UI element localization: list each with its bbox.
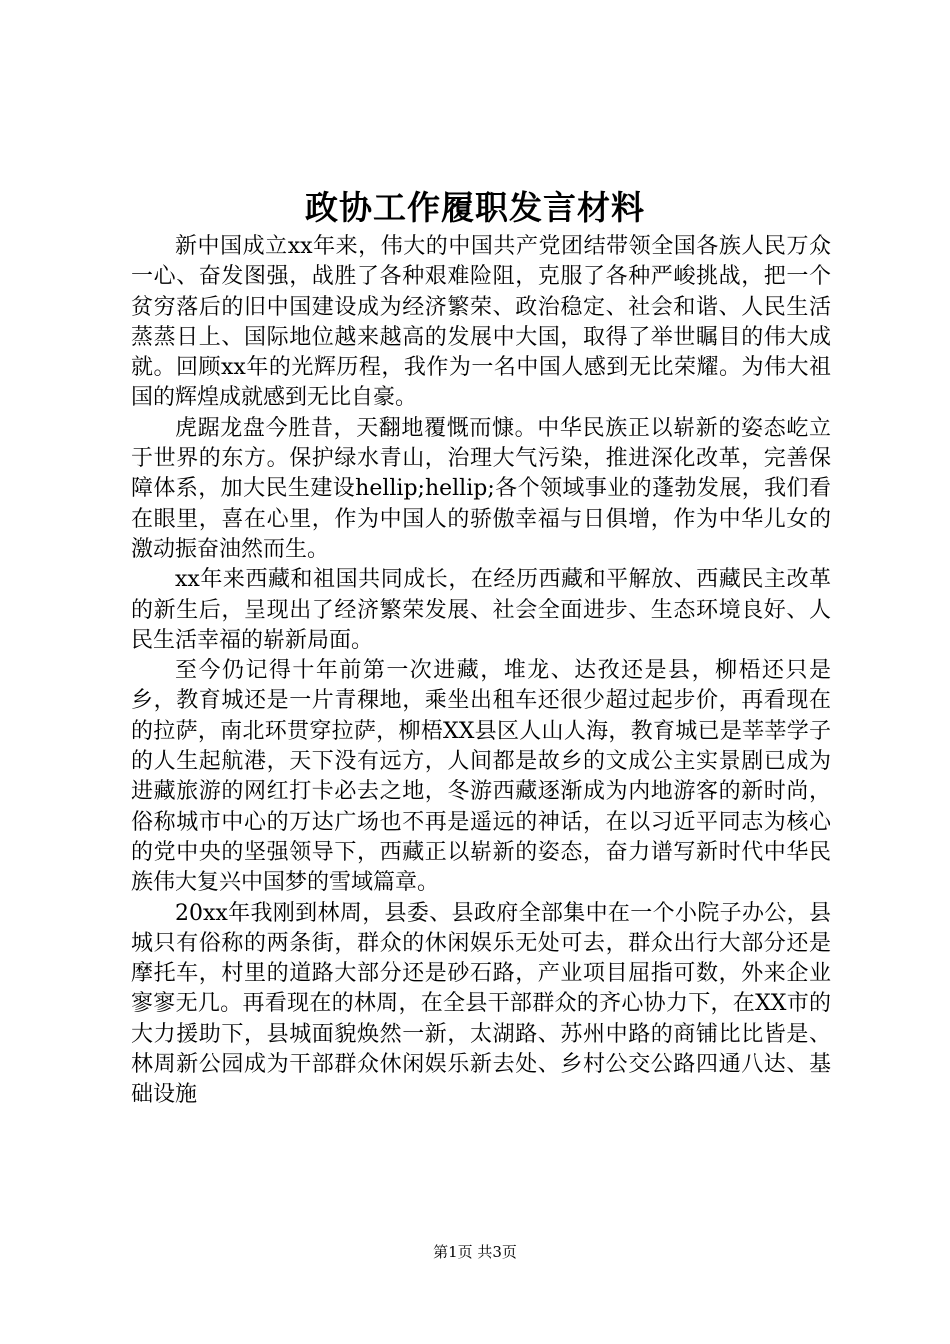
paragraph: 20xx年我刚到林周，县委、县政府全部集中在一个小院子办公，县城只有俗称的两条街，群众的休闲娱乐无处可去，群众出行大部分还是摩托车，村里的道路大部分还是砂石路，产业项目屈指可数，外来企业寥寥无几。再看现在的林周，在全县干部群众的齐心协力下，在XX市的大力援助下，县城面貌焕然一新，太湖路、苏州中路的商铺比比皆是、林周新公园成为干部群众休闲娱乐新去处、乡村公交公路四通八达、基础设施 xyxy=(131,900,831,1108)
paragraph: 虎踞龙盘今胜昔，天翻地覆慨而慷。中华民族正以崭新的姿态屹立于世界的东方。保护绿水青山，治理大气污染，推进深化改革，完善保障体系，加大民生建设hellip;hellip;各个领域事业的蓬勃发展，我们看在眼里，喜在心里，作为中国人的骄傲幸福与日俱增，作为中华儿女的激动振奋油然而生。 xyxy=(131,415,831,562)
document-title: 政协工作履职发言材料 xyxy=(305,188,645,227)
document-body xyxy=(131,232,831,1111)
page-number-footer: 第1页 共3页 xyxy=(433,1243,517,1261)
paragraph: 至今仍记得十年前第一次进藏，堆龙、达孜还是县，柳梧还只是乡，教育城还是一片青稞地，乘坐出租车还很少超过起步价，再看现在的拉萨，南北环贯穿拉萨，柳梧XX县区人山人海，教育城已是莘莘学子的人生起航港，天下没有远方，人间都是故乡的文成公主实景剧已成为进藏旅游的网红打卡必去之地，冬游西藏逐渐成为内地游客的新时尚，俗称城市中心的万达广场也不再是遥远的神话，在以习近平同志为核心的党中央的坚强领导下，西藏正以崭新的姿态，奋力谱写新时代中华民族伟大复兴中国梦的雪域篇章。 xyxy=(131,658,831,896)
paragraph: 新中国成立xx年来，伟大的中国共产党团结带领全国各族人民万众一心、奋发图强，战胜了各种艰难险阻，克服了各种严峻挑战，把一个贫穷落后的旧中国建设成为经济繁荣、政治稳定、社会和谐、人民生活蒸蒸日上、国际地位越来越高的发展中大国，取得了举世瞩目的伟大成就。回顾xx年的光辉历程，我作为一名中国人感到无比荣耀。为伟大祖国的辉煌成就感到无比自豪。 xyxy=(131,234,831,411)
paragraph: xx年来西藏和祖国共同成长，在经历西藏和平解放、西藏民主改革的新生后，呈现出了经济繁荣发展、社会全面进步、生态环境良好、人民生活幸福的崭新局面。 xyxy=(131,567,831,653)
